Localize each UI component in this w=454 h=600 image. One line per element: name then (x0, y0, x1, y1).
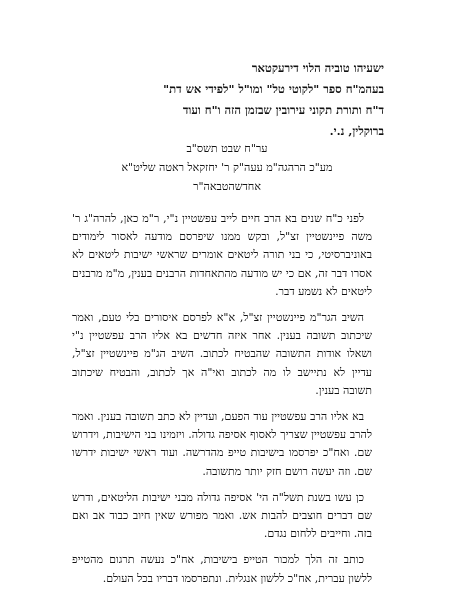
body-paragraph: כן עשו בשנת תשל"ה הי' אסיפה גדולה מבני ישיבות הליטאים, ודרש שם דברים חוצבים להבות אש. ואמר מפורש שאין חיוב כבוד אב ואם בזה. וחייבים ללחום נגדם. (72, 490, 372, 541)
letterhead-works: ד"ח ותורת תקוני עירובין שבזמן הזה ו"ח ועוד (182, 103, 384, 117)
body-paragraph: לפני כ"ח שנים בא הרב חיים לייב עפשטיין נ"י, ר"מ כאן, להרה"ג ר' משה פיינשטיין זצ"ל, ובקש ממנו שיפרסם מודעה לאסור לימודים באוניברסיטי, כי בני תורה ליטאים אומרים שראשי ישיבות ליטאים לא אסרו דבר זה, אם כי יש מודעה מהתאחדות הרבנים בענין, מ"מ מרבנים ליטאים לא נשמע דבר. (72, 212, 372, 298)
body-paragraph: השיב הגר"מ פיינשטיין זצ"ל, א"א לפרסם איסורים בלי טעם, ואמר שיכתוב תשובה בענין. אחר איזה חדשים בא אליו הרב עפשטיין נ"י ושאלו אודות התשובה שהבטיח לכתוב. השיב הג"מ פיינשטיין זצ"ל, עדיין לא נתיישב לו מה לכתוב ואי"ה אך לכתוב, והבטיח שיכתוב תשובה בענין. (72, 311, 372, 397)
letterhead (54, 58, 384, 142)
letterhead-name: ישעיהו טוביה הלוי דירעקטאר (251, 61, 384, 75)
salutation-block (80, 139, 374, 196)
letter-addressee: מע"כ הרהגה"מ עעה"ק ר' יחזקאל ראטה שליט"א (121, 161, 333, 174)
letter-greeting: אחדשהטבאה"ר (193, 180, 261, 193)
letter-date: ער"ח שבט תשס"ב (186, 142, 268, 155)
letterhead-location: ברוקלין, נ.י. (329, 124, 384, 138)
letterhead-author-of: בעהמ"ח ספר "לקוטי טל" ומו"ל "לפידי אש דת" (163, 82, 384, 96)
body-paragraph: כותב זה הלך למכור הטייפ בישיבות, אח"כ נעשה תרגום מהטייפ ללשון עברית, אח"כ ללשון אנגלית. ונתפרסמו דבריו בכל העולם. (72, 553, 372, 585)
body-paragraph: בא אליו הרב עפשטיין עוד הפעם, ועדיין לא כתב תשובה בענין. ואמר להרב עפשטיין שצריך לאסוף אסיפה גדולה. ויזמינו בני הישיבות, וידרוש שם. ואח"כ יפרסמו בישיבות טייפ מהדרשה. ועוד ראשי ישיבות ידרשו שם. וזה יעשה רושם חזק יותר מתשובה. (72, 410, 372, 478)
letter-body (72, 210, 372, 596)
